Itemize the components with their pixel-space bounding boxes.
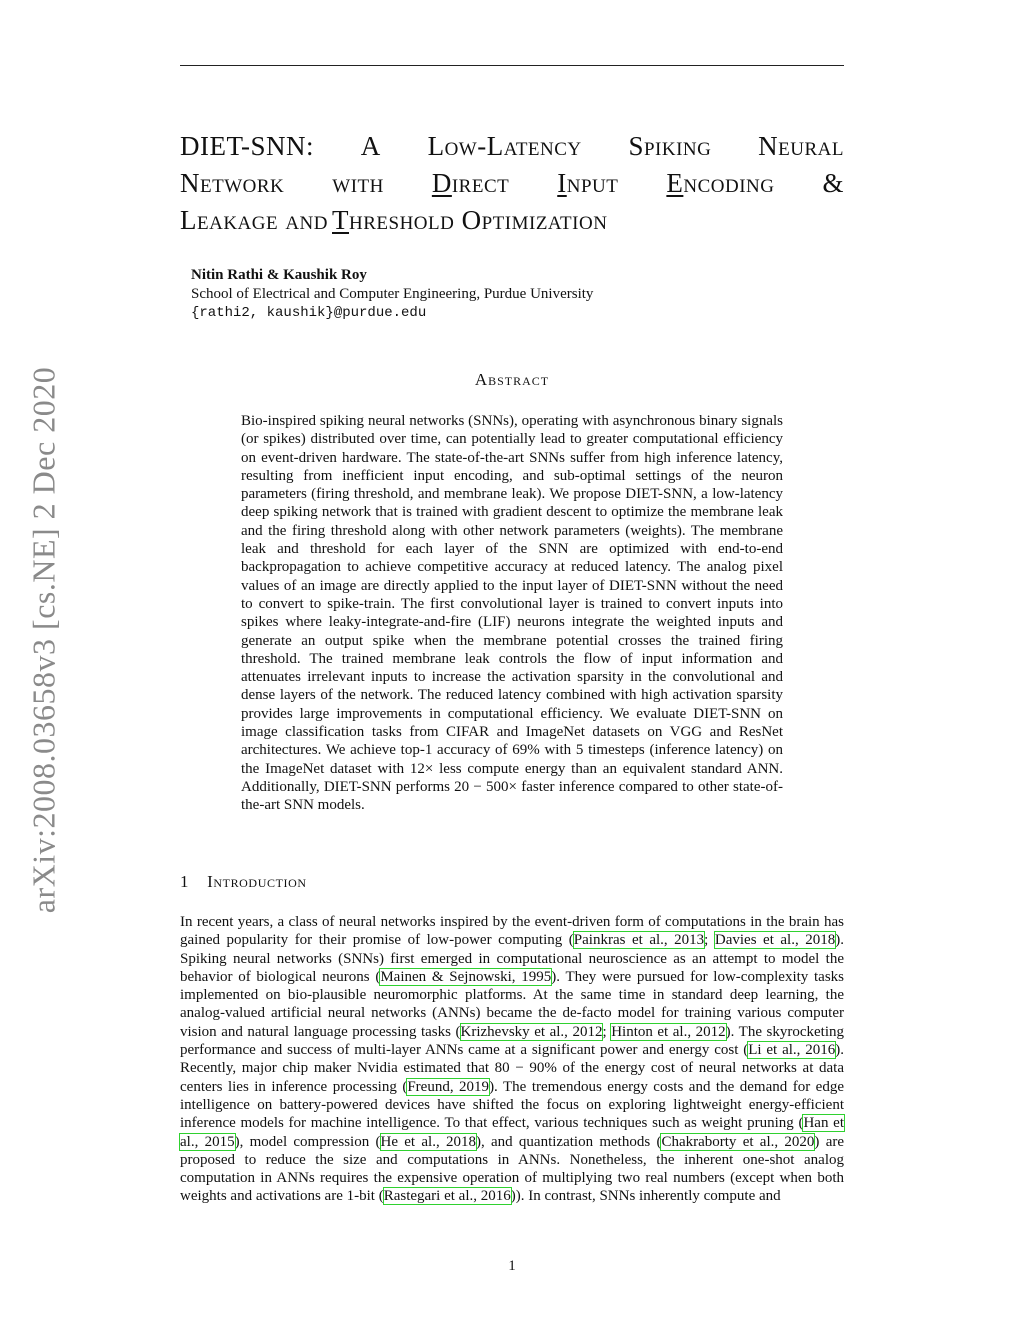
author-block	[191, 266, 593, 323]
section-title: Introduction	[207, 872, 307, 891]
citation-link[interactable]: Freund, 2019	[407, 1078, 490, 1095]
citation-link[interactable]: Painkras et al., 2013	[573, 932, 705, 949]
title-line-1: DIET-SNN: A Low-Latency Spiking Neural	[180, 131, 844, 161]
author-names: Nitin Rathi & Kaushik Roy	[191, 267, 367, 283]
intro-paragraph: In recent years, a class of neural networks inspired by the event-driven form of computations in the brain has gained popularity for their promise of low-power computing (Painkras et al., 2013; Davies et al., 2018). Spiking neural networks (SNNs) first emerged in computational neuroscience as an attempt to model the behavior of biological neurons (Mainen & Sejnowski, 1995). They were pursued for low-complexity tasks implemented on bio-plausible neuromorphic platforms. At the same time in standard deep learning, the analog-valued artificial neural networks (ANNs) became the de-facto model for training various computer vision and natural language processing tasks (Krizhevsky et al., 2012; Hinton et al., 2012). The skyrocketing performance and success of multi-layer ANNs came at a significant power and energy cost (Li et al., 2016). Recently, major chip maker Nvidia estimated that 80 − 90% of the energy cost of neural networks at data centers lies in inference processing (Freund, 2019). The tremendous energy costs and the demand for edge intelligence on battery-powered devices have shifted the focus on exploring lightweight energy-efficient inference models for machine intelligence. To that effect, various techniques such as weight pruning (Han et al., 2015), model compression (He et al., 2018), and quantization methods (Chakraborty et al., 2020) are proposed to reduce the size and computations in ANNs. Nonetheless, the inherent one-shot analog computation in ANNs requires the expensive operation of multiplying two real numbers (except when both weights and activations are 1-bit (Rastegari et al., 2016)). In contrast, SNNs inherently compute and	[180, 914, 845, 1205]
citation-link[interactable]: Hinton et al., 2012	[611, 1023, 726, 1040]
page-number: 1	[508, 1258, 516, 1274]
abstract-text: Bio-inspired spiking neural networks (SNNs), operating with asynchronous binary signals (or spikes) distributed over time, can potentially lead to greater computational efficiency on event-driven hardware. The state-of-the-art SNNs suffer from high inference latency, resulting from inefficient input encoding, and sub-optimal settings of the neuron parameters (firing threshold, and membrane leak). We propose DIET-SNN, a low-latency deep spiking network that is trained with gradient descent to optimize the membrane leak and the firing threshold along with other network parameters (weights). The membrane leak and threshold for each layer of the SNN are optimized with end-to-end backpropagation to achieve competitive accuracy at reduced latency. The analog pixel values of an image are directly applied to the input layer of DIET-SNN without the need to convert to spike-train. The first convolutional layer is trained to convert inputs into spikes where leaky-integrate-and-fire (LIF) neurons integrate the weighted inputs and generate an output spike when the membrane potential crosses the trained firing threshold. The trained membrane leak controls the flow of input information and attenuates irrelevant inputs to increase the activation sparsity in the convolutional and dense layers of the network. The reduced latency combined with high activation sparsity provides large improvements in computational efficiency. We evaluate DIET-SNN on image classification tasks from CIFAR and ImageNet datasets on VGG and ResNet architectures. We achieve top-1 accuracy of 69% with 5 timesteps (inference latency) on the ImageNet dataset with 12× less compute energy than an equivalent standard ANN. Additionally, DIET-SNN performs 20 − 500× faster inference compared to other state-of-the-art SNN models.	[241, 413, 783, 814]
title-line-3: Leakage and Threshold Optimization	[180, 205, 608, 235]
citation-link[interactable]: Chakraborty et al., 2020	[661, 1133, 815, 1150]
citation-link[interactable]: Krizhevsky et al., 2012	[460, 1023, 603, 1040]
citation-link[interactable]: Rastegari et al., 2016	[383, 1188, 511, 1205]
citation-link[interactable]: He et al., 2018	[380, 1133, 476, 1150]
section-heading	[180, 872, 307, 892]
section-number: 1	[180, 872, 190, 891]
affiliation: School of Electrical and Computer Engineering, Purdue University	[191, 286, 594, 302]
title-line-2: Network with Direct Input Encoding &	[180, 168, 844, 198]
author-email: {rathi2, kaushik}@purdue.edu	[191, 305, 427, 321]
top-rule	[180, 65, 844, 66]
abstract-heading: Abstract	[474, 370, 550, 389]
citation-link[interactable]: Li et al., 2016	[748, 1042, 836, 1059]
citation-link[interactable]: Han et al., 2015	[180, 1115, 844, 1150]
citation-link[interactable]: Mainen & Sejnowski, 1995	[380, 968, 552, 985]
paper-title	[180, 128, 844, 239]
arxiv-stamp-text: arXiv:2008.03658v3 [cs.NE] 2 Dec 2020	[25, 366, 62, 914]
citation-link[interactable]: Davies et al., 2018	[714, 932, 836, 949]
